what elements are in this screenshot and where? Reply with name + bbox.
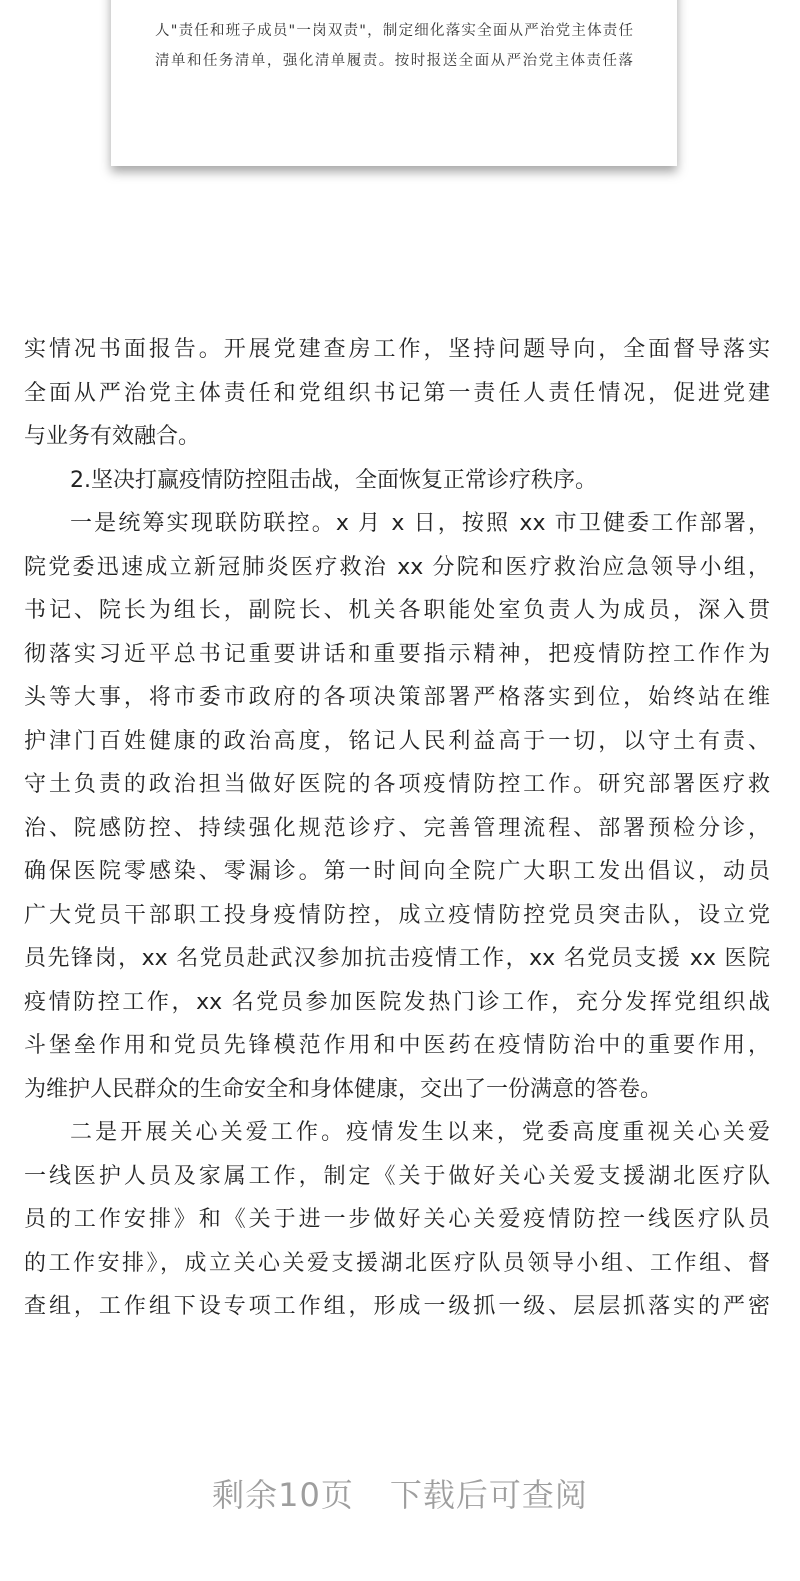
text-line: 的工作安排》，成立关心关爱支援湖北医疗队员领导小组、工作组、督 xyxy=(24,1250,770,1276)
download-hint-label: 下载后可查阅 xyxy=(389,1476,588,1514)
text-line: 与业务有效融合。 xyxy=(24,424,201,449)
text-line: 院党委迅速成立新冠肺炎医疗救治 xx 分院和医疗救治应急领导小组， xyxy=(24,554,770,580)
section-heading: 2.坚决打赢疫情防控阻击战，全面恢复正常诊疗秩序。 xyxy=(70,467,597,493)
text-line: 员先锋岗，xx 名党员赴武汉参加抗击疫情工作，xx 名党员支援 xx 医院 xyxy=(24,946,770,971)
text-line: 书记、院长为组长，副院长、机关各职能处室负责人为成员，深入贯 xyxy=(24,598,770,623)
card-text-line: 清单和任务清单，强化清单履责。按时报送全面从严治党主体责任落 xyxy=(155,53,633,69)
text-line: 护津门百姓健康的政治高度，铭记人民利益高于一切，以守土有责、 xyxy=(24,728,770,754)
text-line: 一线医护人员及家属工作，制定《关于做好关心关爱支援湖北医疗队 xyxy=(24,1163,770,1189)
text-line: 治、院感防控、持续强化规范诊疗、完善管理流程、部署预检分诊， xyxy=(24,815,770,841)
text-line: 查组，工作组下设专项工作组，形成一级抓一级、层层抓落实的严密 xyxy=(24,1294,770,1319)
text-line: 确保医院零感染、零漏诊。第一时间向全院广大职工发出倡议，动员 xyxy=(24,859,770,884)
document-body xyxy=(24,328,770,1329)
text-line: 员的工作安排》和《关于进一步做好关心关爱疫情防控一线医疗队员 xyxy=(24,1207,770,1232)
text-line: 为维护人民群众的生命安全和身体健康，交出了一份满意的答卷。 xyxy=(24,1076,663,1102)
text-line: 疫情防控工作，xx 名党员参加医院发热门诊工作，充分发挥党组织战 xyxy=(24,989,770,1015)
remaining-pages-label: 剩余10页 xyxy=(212,1476,354,1514)
card-text-line: 人"责任和班子成员"一岗双责"，制定细化落实全面从严治党主体责任 xyxy=(155,23,633,39)
text-line: 守土负责的政治担当做好医院的各项疫情防控工作。研究部署医疗救 xyxy=(24,772,770,797)
text-line: 斗堡垒作用和党员先锋模范作用和中医药在疫情防治中的重要作用， xyxy=(24,1033,770,1058)
text-line: 彻落实习近平总书记重要讲话和重要指示精神，把疫情防控工作作为 xyxy=(24,641,770,667)
preview-page-card xyxy=(111,0,677,166)
text-line: 头等大事，将市委市政府的各项决策部署严格落实到位，始终站在维 xyxy=(24,685,770,710)
text-line: 实情况书面报告。开展党建查房工作，坚持问题导向，全面督导落实 xyxy=(24,337,770,362)
text-line: 广大党员干部职工投身疫情防控，成立疫情防控党员突击队，设立党 xyxy=(24,902,770,928)
remaining-pages-notice[interactable] xyxy=(0,1470,800,1516)
text-line: 全面从严治党主体责任和党组织书记第一责任人责任情况，促进党建 xyxy=(24,380,770,406)
text-line: 二是开展关心关爱工作。疫情发生以来，党委高度重视关心关爱 xyxy=(70,1120,770,1145)
text-line: 一是统筹实现联防联控。x 月 x 日，按照 xx 市卫健委工作部署， xyxy=(70,511,770,536)
